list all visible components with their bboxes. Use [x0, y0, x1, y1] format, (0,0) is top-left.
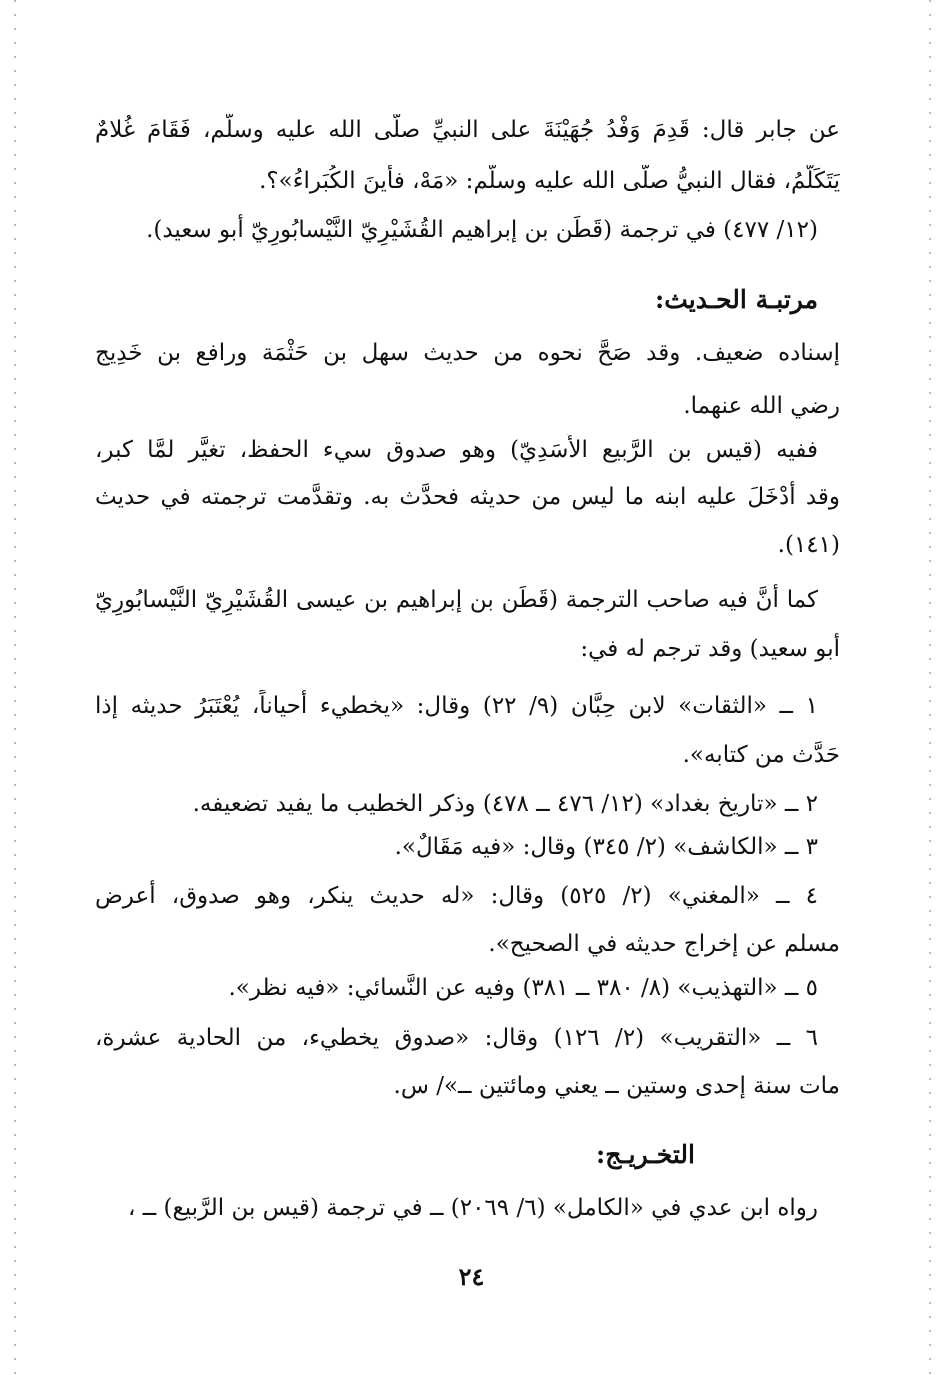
source-1-line-1: ١ ــ «الثقات» لابن حِبَّان (٩/ ٢٢) وقال: «يخطيء أحياناً، يُعْتَبَرُ حديثه إذا [95, 693, 818, 719]
hadith-line-1: عن جابر قال: قَدِمَ وَفْدُ جُهَيْنَةَ على النبيِّ صلَّى الله عليه وسلَّم، فَقَامَ غُلامٌ [95, 117, 840, 143]
rank-paragraph-1-line-1: إسناده ضعيف. وقد صَحَّ نحوه من حديث سهل بن حَثْمَة ورافع بن خَدِيج [95, 340, 840, 366]
source-1-line-2: حَدَّث من كتابه». [682, 742, 840, 768]
takhrij-line-1: رواه ابن عدي في «الكامل» (٦/ ٢٠٦٩) ــ في ترجمة (قيس بن الرَّبيع) ــ ، [127, 1195, 818, 1221]
source-2: ٢ ــ «تاريخ بغداد» (١٢/ ٤٧٦ ــ ٤٧٨) وذكر الخطيب ما يفيد تضعيفه. [192, 791, 818, 817]
source-5: ٥ ــ «التهذيب» (٨/ ٣٨٠ ــ ٣٨١) وفيه عن النَّسائي: «فيه نظر». [228, 975, 818, 1001]
rank-paragraph-2-line-3: (١٤١). [777, 532, 840, 558]
section-heading-rank: مرتبـة الحـديث: [654, 285, 818, 314]
rank-paragraph-3-line-1: كما أنَّ فيه صاحب الترجمة (قَطَن بن إبراهيم بن عيسى القُشَيْرِيّ النَّيْسابُورِيّ [95, 587, 818, 613]
source-6-line-1: ٦ ــ «التقريب» (٢/ ١٢٦) وقال: «صدوق يخطيء، من الحادية عشرة، [95, 1025, 818, 1051]
source-6-line-2: مات سنة إحدى وستين ــ يعني ومائتين ــ»/ س. [393, 1073, 840, 1099]
source-3: ٣ ــ «الكاشف» (٢/ ٣٤٥) وقال: «فيه مَقَالٌ». [394, 834, 818, 860]
section-heading-takhrij: التخـريـج: [595, 1140, 695, 1169]
rank-paragraph-2-line-1: ففيه (قيس بن الرَّبيع الأَسَدِيّ) وهو صدوق سيء الحفظ، تغيَّر لمَّا كبر، [95, 437, 818, 463]
hadith-line-2: يَتَكَلَّمُ، فقال النبيُّ صلَّى الله عليه وسلَّم: «مَهْ، فأينَ الكُبَراءُ»؟. [259, 168, 840, 194]
rank-paragraph-1-line-2: رضي الله عنهما. [683, 393, 840, 419]
rank-paragraph-2-line-2: وقد أَدْخَلَ عليه ابنه ما ليس من حديثه فحدَّث به. وتقدَّمت ترجمته في حديث [95, 484, 840, 510]
rank-paragraph-3-line-2: أبو سعيد) وقد ترجم له في: [580, 636, 840, 662]
hadith-source-line: (١٢/ ٤٧٧) في ترجمة (قَطَن بن إبراهيم القُشَيْرِيّ النَّيْسابُورِيّ أبو سعيد). [146, 217, 818, 243]
source-4-line-2: مسلم عن إخراج حديثه في الصحيح». [488, 931, 840, 957]
source-4-line-1: ٤ ــ «المغني» (٢/ ٥٢٥) وقال: «له حديث ينكر، وهو صدوق، أعرض [95, 883, 818, 909]
page-number: ٢٤ [458, 1262, 485, 1291]
